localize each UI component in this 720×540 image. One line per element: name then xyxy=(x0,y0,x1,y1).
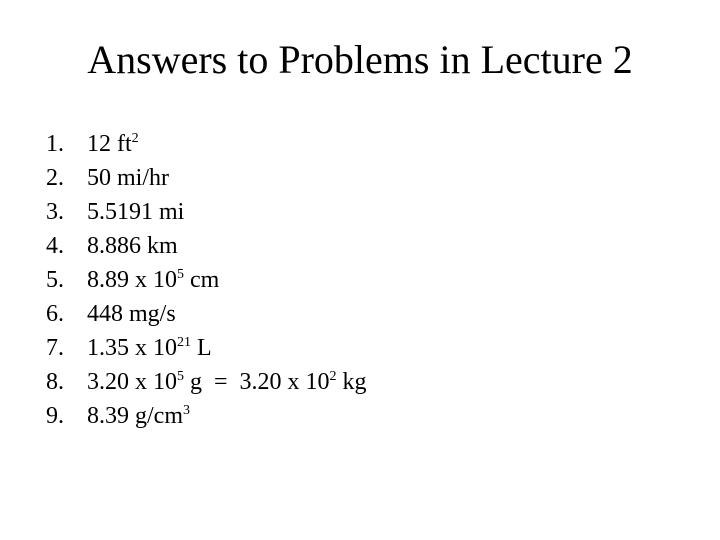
answer-value xyxy=(87,127,139,161)
answer-item xyxy=(46,161,367,195)
answer-text: 8.886 km xyxy=(87,233,178,259)
answer-exponent: 2 xyxy=(131,131,139,146)
answer-value xyxy=(87,399,190,433)
answer-value xyxy=(87,161,169,195)
answer-number: 8. xyxy=(46,369,64,395)
answer-text: 50 mi/hr xyxy=(87,165,169,191)
answer-text: 8.39 g/cm xyxy=(87,403,183,429)
answer-value xyxy=(87,365,367,399)
answer-exponent: 5 xyxy=(177,267,184,282)
answer-text: g = 3.20 x 10 xyxy=(184,369,330,395)
answer-text: kg xyxy=(336,369,367,395)
answer-value xyxy=(87,195,184,229)
answer-item xyxy=(46,365,367,399)
answer-number: 5. xyxy=(46,267,64,293)
answer-number: 3. xyxy=(46,199,64,225)
answer-number: 9. xyxy=(46,403,64,429)
answer-number: 6. xyxy=(46,301,64,327)
answer-value xyxy=(87,297,176,331)
answer-exponent: 21 xyxy=(177,335,191,350)
answer-text: L xyxy=(191,335,212,361)
answer-number: 2. xyxy=(46,165,64,191)
answer-number: 4. xyxy=(46,233,64,259)
answer-exponent: 2 xyxy=(329,369,337,384)
answer-list xyxy=(46,127,367,433)
answer-value xyxy=(87,263,219,297)
answer-item xyxy=(46,399,367,433)
slide-title: Answers to Problems in Lecture 2 xyxy=(87,37,633,82)
answer-exponent: 5 xyxy=(177,369,184,384)
answer-item xyxy=(46,127,367,161)
answer-text: 1.35 x 10 xyxy=(87,335,177,361)
answer-value xyxy=(87,331,212,365)
answer-item xyxy=(46,331,367,365)
answer-text: 5.5191 mi xyxy=(87,199,185,225)
answer-text: 3.20 x 10 xyxy=(87,369,177,395)
answer-text: 448 mg/s xyxy=(87,301,176,327)
answer-item xyxy=(46,229,367,263)
answer-number: 1. xyxy=(46,131,64,157)
answer-item xyxy=(46,297,367,331)
answer-number: 7. xyxy=(46,335,64,361)
answer-item xyxy=(46,195,367,229)
answer-text: cm xyxy=(184,267,220,293)
answer-text: 12 ft xyxy=(87,131,132,157)
answer-text: 8.89 x 10 xyxy=(87,267,177,293)
answer-value xyxy=(87,229,178,263)
answer-exponent: 3 xyxy=(183,403,190,418)
answer-item xyxy=(46,263,367,297)
